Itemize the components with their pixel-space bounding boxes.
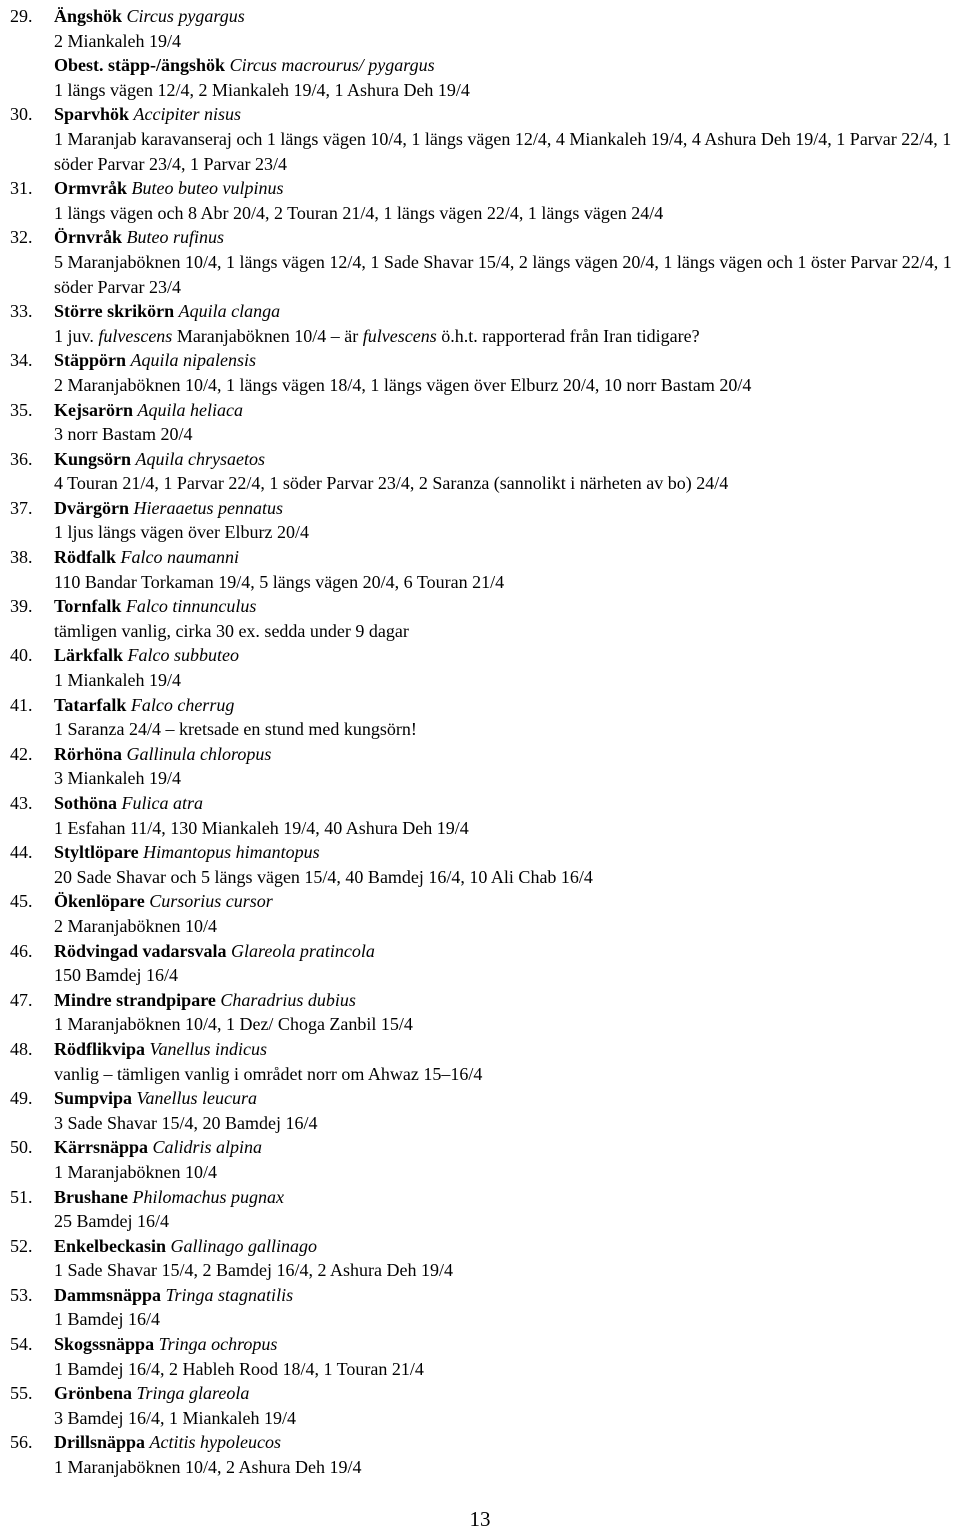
- species-heading: [54, 545, 958, 570]
- latin-name: Falco subbuteo: [127, 645, 239, 666]
- swedish-name: Enkelbeckasin: [54, 1235, 167, 1256]
- observation-text: 1 Maranjaböknen 10/4, 2 Ashura Deh 19/4: [54, 1457, 362, 1478]
- species-heading: [54, 889, 958, 914]
- species-heading: [54, 1283, 958, 1308]
- observation-line: [54, 53, 958, 78]
- species-entry: [10, 225, 958, 299]
- swedish-name: Rörhöna: [54, 743, 123, 764]
- swedish-name: Drillsnäppa: [54, 1432, 146, 1453]
- entry-number: 33.: [10, 301, 33, 322]
- observation-text: 1 Maranjaböknen 10/4: [54, 1161, 217, 1182]
- species-entry: [10, 496, 958, 545]
- observation-line: [54, 1160, 958, 1185]
- swedish-name: Lärkfalk: [54, 645, 124, 666]
- observation-line: [54, 78, 958, 103]
- entry-body: [54, 348, 958, 397]
- species-entry: [10, 398, 958, 447]
- latin-name: Himantopus himantopus: [143, 842, 320, 863]
- observation-line: [54, 865, 958, 890]
- observation-line: [54, 668, 958, 693]
- entry-body: [54, 176, 958, 225]
- swedish-name: Ängshök: [54, 6, 123, 26]
- observation-line: [54, 520, 958, 545]
- observation-text: 1 Sade Shavar 15/4, 2 Bamdej 16/4, 2 Ashura Deh 19/4: [54, 1260, 453, 1281]
- entry-body: [54, 225, 958, 299]
- observation-text: vanlig – tämligen vanlig i området norr om Ahwaz 15–16/4: [54, 1063, 483, 1084]
- observation-line: [54, 1258, 958, 1283]
- entry-number: 31.: [10, 178, 33, 199]
- species-entry: [10, 1283, 958, 1332]
- latin-name: Vanellus leucura: [136, 1088, 258, 1109]
- observation-line: [54, 1111, 958, 1136]
- observation-line: [54, 717, 958, 742]
- observation-text: 1 Bamdej 16/4: [54, 1309, 160, 1330]
- observation-text: 1 ljus längs vägen över Elburz 20/4: [54, 522, 309, 543]
- latin-name: Glareola pratincola: [231, 940, 375, 961]
- swedish-name: Sothöna: [54, 793, 118, 813]
- latin-name: Falco naumanni: [120, 547, 240, 568]
- entry-body: [54, 299, 958, 348]
- observation-text: 1 längs vägen 12/4, 2 Miankaleh 19/4, 1 Ashura Deh 19/4: [54, 79, 470, 100]
- observation-line: [54, 471, 958, 496]
- species-heading: [54, 1185, 958, 1210]
- swedish-name: Brushane: [54, 1186, 129, 1207]
- observation-text: 1 Esfahan 11/4, 130 Miankaleh 19/4, 40 Ashura Deh 19/4: [54, 817, 469, 838]
- entry-number: 40.: [10, 645, 33, 666]
- latin-name: Cursorius cursor: [149, 891, 273, 912]
- entry-number: 39.: [10, 596, 33, 617]
- latin-text: fulvescens: [98, 325, 173, 346]
- species-heading: [54, 742, 958, 767]
- swedish-name: Rödfalk: [54, 547, 117, 568]
- species-heading: [54, 348, 958, 373]
- latin-name: Tringa ochropus: [158, 1334, 278, 1355]
- entry-body: [54, 594, 958, 643]
- entry-number: 30.: [10, 104, 33, 125]
- species-entry: [10, 693, 958, 742]
- entry-body: [54, 791, 958, 840]
- observation-text: 1 Bamdej 16/4, 2 Hableh Rood 18/4, 1 Touran 21/4: [54, 1358, 424, 1379]
- entry-number: 41.: [10, 694, 33, 715]
- swedish-name: Rödflikvipa: [54, 1038, 146, 1059]
- species-heading: [54, 1332, 958, 1357]
- species-entry: [10, 1430, 958, 1479]
- observation-text: 1 Saranza 24/4 – kretsade en stund med kungsörn!: [54, 719, 417, 740]
- entry-number: 50.: [10, 1137, 33, 1158]
- latin-name: Tringa glareola: [136, 1383, 250, 1404]
- species-heading: [54, 1037, 958, 1062]
- entry-body: [54, 1037, 958, 1086]
- swedish-name: Sumpvipa: [54, 1088, 133, 1109]
- species-heading: [54, 4, 958, 29]
- observation-line: [54, 766, 958, 791]
- swedish-name: Kärrsnäppa: [54, 1137, 149, 1158]
- species-entry: [10, 791, 958, 840]
- observation-text: 3 Bamdej 16/4, 1 Miankaleh 19/4: [54, 1407, 296, 1428]
- latin-name: Gallinula chloropus: [126, 743, 272, 764]
- swedish-name: Dammsnäppa: [54, 1284, 162, 1305]
- entry-number: 54.: [10, 1334, 33, 1355]
- observation-text: 110 Bandar Torkaman 19/4, 5 längs vägen 20/4, 6 Touran 21/4: [54, 571, 505, 592]
- observation-line: [54, 1209, 958, 1234]
- species-heading: [54, 225, 958, 250]
- species-entry: [10, 1185, 958, 1234]
- swedish-name: Mindre strandpipare: [54, 989, 216, 1010]
- swedish-name: Kungsörn: [54, 448, 132, 469]
- entry-number: 29.: [10, 6, 33, 26]
- species-entry: [10, 939, 958, 988]
- entry-number: 38.: [10, 547, 33, 568]
- entry-body: [54, 1283, 958, 1332]
- species-heading: [54, 299, 958, 324]
- species-heading: [54, 176, 958, 201]
- observation-text: 20 Sade Shavar och 5 längs vägen 15/4, 40 Bamdej 16/4, 10 Ali Chab 16/4: [54, 866, 593, 887]
- entry-number: 42.: [10, 743, 33, 764]
- observation-line: [54, 201, 958, 226]
- species-entry: [10, 1332, 958, 1381]
- page-number: 13: [469, 1507, 491, 1531]
- observation-text: 1 Maranjaböknen 10/4, 1 Dez/ Choga Zanbil 15/4: [54, 1014, 413, 1035]
- observation-text: 2 Miankaleh 19/4: [54, 30, 181, 51]
- entry-number: 56.: [10, 1432, 33, 1453]
- entry-body: [54, 1086, 958, 1135]
- entry-number: 53.: [10, 1284, 33, 1305]
- latin-name: Falco cherrug: [130, 694, 235, 715]
- swedish-name: Sparvhök: [54, 104, 130, 125]
- entry-number: 37.: [10, 497, 33, 518]
- species-entry: [10, 1234, 958, 1283]
- entry-body: [54, 742, 958, 791]
- latin-name: Aquila heliaca: [137, 399, 243, 420]
- observation-text: tämligen vanlig, cirka 30 ex. sedda under 9 dagar: [54, 620, 409, 641]
- entry-number: 44.: [10, 842, 33, 863]
- species-heading: [54, 447, 958, 472]
- observation-line: [54, 250, 958, 299]
- observation-text: Maranjaböknen 10/4 – är: [172, 325, 363, 346]
- swedish-name: Större skrikörn: [54, 301, 175, 322]
- entry-body: [54, 939, 958, 988]
- latin-name: Aquila chrysaetos: [135, 448, 266, 469]
- observation-line: [54, 29, 958, 54]
- species-entry: [10, 643, 958, 692]
- swedish-name: Styltlöpare: [54, 842, 139, 863]
- species-heading: [54, 939, 958, 964]
- observation-text: 2 Maranjaböknen 10/4: [54, 915, 217, 936]
- species-heading: [54, 594, 958, 619]
- observation-line: [54, 816, 958, 841]
- entry-body: [54, 102, 958, 176]
- species-entry: [10, 1037, 958, 1086]
- observation-line: [54, 1062, 958, 1087]
- observation-text: 5 Maranjaböknen 10/4, 1 längs vägen 12/4, 1 Sade Shavar 15/4, 2 längs vägen 20/4, 1 längs vägen och 1 öster Parvar 22/4, 1 söder Parvar 23/4: [54, 251, 952, 297]
- observation-text: 150 Bamdej 16/4: [54, 965, 178, 986]
- latin-name: Circus pygargus: [126, 6, 245, 26]
- latin-name: Buteo buteo vulpinus: [131, 178, 284, 199]
- species-entry: [10, 102, 958, 176]
- observation-line: [54, 570, 958, 595]
- entry-number: 52.: [10, 1235, 33, 1256]
- entry-body: [54, 447, 958, 496]
- latin-name: Aquila nipalensis: [130, 350, 257, 371]
- swedish-name: Kejsarörn: [54, 399, 133, 420]
- swedish-name: Skogssnäppa: [54, 1334, 155, 1355]
- entry-body: [54, 1135, 958, 1184]
- entry-number: 43.: [10, 793, 33, 813]
- entry-body: [54, 545, 958, 594]
- swedish-name: Örnvråk: [54, 227, 123, 248]
- swedish-name: Tatarfalk: [54, 694, 127, 715]
- observation-line: [54, 914, 958, 939]
- observation-text: 1 Maranjab karavanseraj och 1 längs vägen 10/4, 1 längs vägen 12/4, 4 Miankaleh 19/4, 4 Ashura Deh 19/4, 1 Parvar 22/4, 1 söder Parvar 23/4, 1 Parvar 23/4: [54, 128, 952, 174]
- entry-number: 48.: [10, 1038, 33, 1059]
- entry-number: 35.: [10, 399, 33, 420]
- species-list: [10, 4, 958, 1480]
- species-entry: [10, 594, 958, 643]
- observation-line: [54, 619, 958, 644]
- latin-name: Buteo rufinus: [126, 227, 225, 248]
- entry-body: [54, 1381, 958, 1430]
- species-entry: [10, 299, 958, 348]
- entry-body: [54, 840, 958, 889]
- entry-number: 32.: [10, 227, 33, 248]
- entry-number: 45.: [10, 891, 33, 912]
- observation-line: [54, 373, 958, 398]
- species-entry: [10, 447, 958, 496]
- species-heading: [54, 1086, 958, 1111]
- observation-line: [54, 1455, 958, 1480]
- entry-number: 47.: [10, 989, 33, 1010]
- latin-name: Charadrius dubius: [220, 989, 356, 1010]
- species-heading: [54, 496, 958, 521]
- latin-name: Calidris alpina: [152, 1137, 263, 1158]
- species-heading: [54, 1381, 958, 1406]
- species-heading: [54, 1234, 958, 1259]
- entry-body: [54, 4, 958, 102]
- latin-name: Gallinago gallinago: [170, 1235, 318, 1256]
- entry-number: 51.: [10, 1186, 33, 1207]
- entry-number: 34.: [10, 350, 33, 371]
- swedish-name: Ökenlöpare: [54, 891, 145, 912]
- swedish-name: Dvärgörn: [54, 497, 129, 518]
- latin-name: Hieraaetus pennatus: [133, 497, 283, 518]
- latin-name: Aquila clanga: [178, 301, 281, 322]
- entry-body: [54, 1234, 958, 1283]
- species-entry: [10, 840, 958, 889]
- entry-body: [54, 643, 958, 692]
- species-entry: [10, 988, 958, 1037]
- species-heading: [54, 102, 958, 127]
- observation-line: [54, 324, 958, 349]
- species-entry: [10, 1381, 958, 1430]
- species-heading: [54, 643, 958, 668]
- latin-name: Accipiter nisus: [133, 104, 242, 125]
- latin-text: fulvescens: [362, 325, 437, 346]
- entry-number: 46.: [10, 940, 33, 961]
- observation-text: 4 Touran 21/4, 1 Parvar 22/4, 1 söder Parvar 23/4, 2 Saranza (sannolikt i närheten av bo) 24/4: [54, 473, 729, 494]
- entry-body: [54, 693, 958, 742]
- observation-line: [54, 1406, 958, 1431]
- observation-text: 3 norr Bastam 20/4: [54, 424, 193, 445]
- entry-body: [54, 1430, 958, 1479]
- species-entry: [10, 545, 958, 594]
- observation-line: [54, 1012, 958, 1037]
- species-heading: [54, 693, 958, 718]
- swedish-name: Rödvingad vadarsvala: [54, 940, 227, 961]
- sub-heading-text: Obest. stäpp-/ängshök: [54, 55, 226, 76]
- observation-text: 2 Maranjaböknen 10/4, 1 längs vägen 18/4, 1 längs vägen över Elburz 20/4, 10 norr Bastam 20/4: [54, 374, 752, 395]
- observation-line: [54, 1307, 958, 1332]
- entry-number: 55.: [10, 1383, 33, 1404]
- latin-text: Circus macrourus/ pygargus: [229, 55, 435, 76]
- observation-text: 25 Bamdej 16/4: [54, 1211, 169, 1232]
- species-heading: [54, 1135, 958, 1160]
- species-heading: [54, 398, 958, 423]
- entry-body: [54, 1185, 958, 1234]
- entry-body: [54, 889, 958, 938]
- observation-text: 3 Miankaleh 19/4: [54, 768, 181, 789]
- latin-name: Actitis hypoleucos: [149, 1432, 281, 1453]
- species-entry: [10, 1086, 958, 1135]
- swedish-name: Ormvråk: [54, 178, 127, 199]
- observation-text: 3 Sade Shavar 15/4, 20 Bamdej 16/4: [54, 1112, 318, 1133]
- species-entry: [10, 4, 958, 102]
- entry-body: [54, 398, 958, 447]
- latin-name: Philomachus pugnax: [132, 1186, 285, 1207]
- observation-text: ö.h.t. rapporterad från Iran tidigare?: [436, 325, 700, 346]
- species-heading: [54, 1430, 958, 1455]
- observation-text: 1 längs vägen och 8 Abr 20/4, 2 Touran 21/4, 1 längs vägen 22/4, 1 längs vägen 24/4: [54, 202, 664, 223]
- entry-body: [54, 496, 958, 545]
- observation-text: 1 Miankaleh 19/4: [54, 670, 181, 691]
- species-entry: [10, 1135, 958, 1184]
- entry-body: [54, 988, 958, 1037]
- latin-name: Vanellus indicus: [149, 1038, 268, 1059]
- species-entry: [10, 176, 958, 225]
- entry-number: 49.: [10, 1088, 33, 1109]
- observation-line: [54, 422, 958, 447]
- observation-line: [54, 127, 958, 176]
- species-heading: [54, 988, 958, 1013]
- swedish-name: Tornfalk: [54, 596, 122, 617]
- species-entry: [10, 348, 958, 397]
- latin-name: Falco tinnunculus: [125, 596, 257, 617]
- observation-line: [54, 963, 958, 988]
- swedish-name: Stäppörn: [54, 350, 127, 371]
- species-heading: [54, 791, 958, 816]
- entry-body: [54, 1332, 958, 1381]
- entry-number: 36.: [10, 448, 33, 469]
- observation-text: 1 juv.: [54, 325, 99, 346]
- swedish-name: Grönbena: [54, 1383, 133, 1404]
- observation-line: [54, 1357, 958, 1382]
- latin-name: Tringa stagnatilis: [165, 1284, 294, 1305]
- species-entry: [10, 742, 958, 791]
- species-entry: [10, 889, 958, 938]
- latin-name: Fulica atra: [121, 793, 204, 813]
- species-heading: [54, 840, 958, 865]
